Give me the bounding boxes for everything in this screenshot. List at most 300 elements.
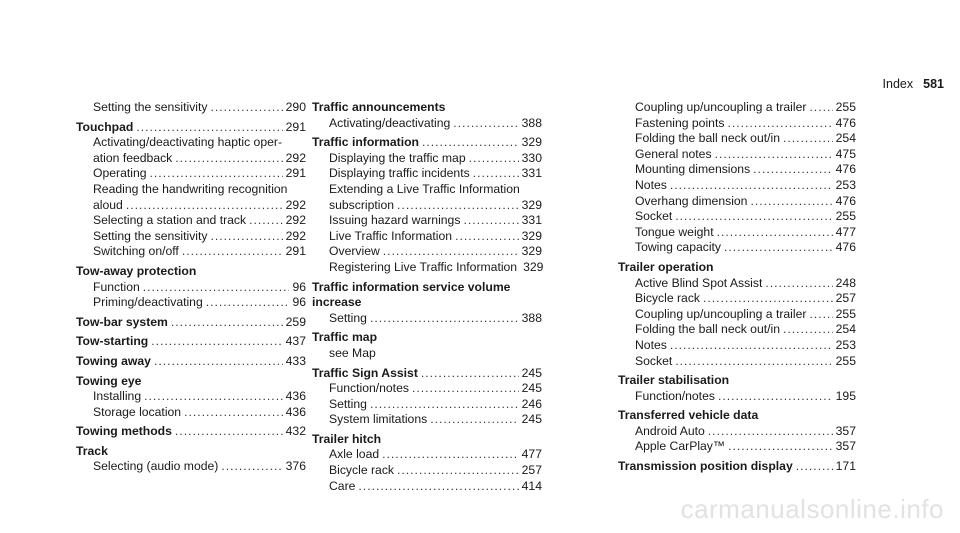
index-subentry: Active Blind Spot Assist [635,275,763,290]
index-row [76,198,306,214]
index-subentry: Live Traffic Information [329,228,453,243]
leader-dots [126,198,283,214]
page-ref: 291 [285,244,306,259]
index-row [618,439,856,455]
page-ref: 329 [523,259,544,274]
index-heading: Track [76,443,108,458]
page-ref: 357 [835,423,856,438]
index-entry [312,280,542,311]
page-ref: 246 [521,396,542,411]
index-entry [618,100,856,116]
index-subentry: Setting the sensitivity [93,228,208,243]
index-entry [312,116,542,132]
page-ref: 476 [835,115,856,130]
index-heading: Tow-away protection [76,263,197,278]
page-ref: 257 [835,291,856,306]
index-row [312,479,542,495]
leader-dots [182,244,283,260]
leader-dots [210,229,282,245]
index-entry [312,479,542,495]
leader-dots [753,162,832,178]
leader-dots [715,147,833,163]
index-subentry: Socket [635,209,673,224]
index-entry [76,444,306,460]
index-row [618,389,856,405]
index-row [312,260,542,276]
index-row [76,354,306,370]
index-row [76,244,306,260]
page-ref: 171 [835,459,856,474]
index-row [618,225,856,241]
index-subentry: Extending a Live Traffic Information [329,181,520,196]
index-subentry: Setting the sensitivity [93,100,208,114]
index-row [76,334,306,350]
index-subentry: aloud [93,197,123,212]
index-heading: Tow-bar system [76,314,168,329]
index-subentry: Mounting dimensions [635,162,751,177]
index-heading: Trailer stabilisation [618,373,730,388]
index-row [312,244,542,260]
page-ref: 330 [521,150,542,165]
index-row [312,397,542,413]
watermark: carmanualsonline.info [680,494,944,524]
leader-dots [708,424,833,440]
index-entry [76,135,306,166]
page-ref: 255 [835,209,856,224]
page-ref: 329 [521,197,542,212]
index-row [76,280,306,296]
page-ref: 257 [521,463,542,478]
index-entry [618,439,856,455]
index-subentry: Activating/deactivating haptic oper- [93,135,283,150]
page-ref: 290 [285,100,306,114]
index-heading: Traffic map [312,330,378,345]
index-entry [312,213,542,229]
index-heading: Towing methods [76,424,172,439]
index-subentry: subscription [329,197,395,212]
index-entry [618,147,856,163]
leader-dots [370,311,519,327]
index-row [76,229,306,245]
index-row [76,166,306,182]
index-entry [76,166,306,182]
leader-dots [184,405,283,421]
page-ref: 436 [285,404,306,419]
page-ref: 476 [835,193,856,208]
index-subentry: Priming/deactivating [93,295,203,310]
index-entry [618,162,856,178]
leader-dots [728,439,833,455]
leader-dots [765,276,832,292]
index-entry [618,408,856,424]
index-row [312,311,542,327]
leader-dots [809,100,832,116]
index-entry [618,459,856,475]
page-ref: 96 [292,295,306,310]
index-row [76,389,306,405]
leader-dots [469,151,519,167]
leader-dots [397,463,519,479]
index-entry [618,373,856,389]
index-heading: Transferred vehicle data [618,408,759,423]
index-column-2 [312,100,542,494]
index-row [76,405,306,421]
leader-dots [675,209,832,225]
index-subentry: Notes [635,177,667,192]
index-entry [312,432,542,448]
leader-dots [397,198,519,214]
leader-dots [430,412,518,428]
index-entry [618,240,856,256]
index-entry [76,374,306,390]
index-row [618,276,856,292]
index-entry [76,315,306,331]
index-subentry: Android Auto [635,423,705,438]
index-heading: Traffic information [312,135,419,150]
index-column-1 [76,100,306,475]
index-row [76,295,306,311]
index-entry [618,276,856,292]
index-row [312,381,542,397]
index-row [76,120,306,136]
index-row [76,424,306,440]
index-heading: Traffic Sign Assist [312,365,418,380]
index-title: Index [882,77,914,91]
page-ref: 255 [835,100,856,114]
index-subentry: General notes [635,146,712,161]
index-row [618,116,856,132]
index-entry [618,260,856,276]
index-subentry: Function [93,279,140,294]
page-ref: 292 [285,150,306,165]
leader-dots [171,315,283,331]
leader-dots [370,397,519,413]
index-row [618,178,856,194]
page-header [883,77,944,91]
page-ref: 376 [285,459,306,474]
page-ref: 437 [285,334,306,349]
index-entry [76,213,306,229]
index-entry [618,354,856,370]
index-subentry: Apple CarPlay™ [635,439,726,454]
leader-dots [151,334,282,350]
page-ref: 195 [835,388,856,403]
index-entry [618,322,856,338]
page-ref: 245 [521,365,542,380]
index-heading: Traffic announcements [312,100,446,114]
index-subentry: Activating/deactivating [329,115,451,130]
index-subentry: Function/notes [329,381,409,396]
leader-dots [412,381,519,397]
page-ref: 291 [285,166,306,181]
index-subentry: Care [329,478,356,493]
leader-dots [453,116,518,132]
leader-dots [750,194,832,210]
index-subentry: see Map [329,345,376,360]
index-subentry: Bicycle rack [329,463,395,478]
index-entry [618,389,856,405]
index-row [618,209,856,225]
index-subentry: Selecting a station and track [93,213,247,228]
index-heading: Touchpad [76,119,134,134]
leader-dots [455,229,519,245]
leader-dots [675,354,832,370]
page-ref: 253 [835,177,856,192]
index-subentry: Reading the handwriting recognition [93,181,288,196]
leader-dots [473,166,519,182]
leader-dots [221,459,282,475]
index-row [76,213,306,229]
leader-dots [210,100,282,116]
leader-dots [144,389,283,405]
page-ref: 414 [521,478,542,493]
page-ref: 329 [521,244,542,259]
index-row [618,100,856,116]
leader-dots [670,178,833,194]
page-ref: 292 [285,228,306,243]
page-ref: 432 [285,424,306,439]
page-ref: 433 [285,353,306,368]
index-entry [618,209,856,225]
leader-dots [249,213,283,229]
index-subentry: Towing capacity [635,240,722,255]
index-subentry: Selecting (audio mode) [93,459,219,474]
leader-dots [136,120,282,136]
leader-dots [358,479,518,495]
index-subentry: Registering Live Traffic Information [329,259,518,274]
page-ref: 436 [285,389,306,404]
index-entry [312,463,542,479]
index-subentry: Axle load [329,447,380,462]
index-heading: Transmission position display [618,459,793,474]
index-row [618,240,856,256]
index-entry [312,412,542,428]
index-row [618,147,856,163]
page-ref: 254 [835,131,856,146]
index-heading: Traffic information service volume [312,279,511,294]
page-ref: 357 [835,439,856,454]
index-entry [76,405,306,421]
leader-dots [422,135,519,151]
index-row [312,151,542,167]
index-row [76,315,306,331]
index-row [312,135,542,151]
leader-dots [670,338,833,354]
leader-dots [382,447,519,463]
index-entry [312,244,542,260]
index-subentry: Storage location [93,404,182,419]
index-subentry: Notes [635,337,667,352]
index-row [618,194,856,210]
index-entry [312,447,542,463]
index-column-3 [618,100,856,475]
index-entry [76,459,306,475]
index-subentry: Fastening points [635,115,725,130]
index-row [312,198,542,214]
index-entry [618,178,856,194]
index-row [312,463,542,479]
index-entry [618,338,856,354]
leader-dots [809,307,832,323]
leader-dots [727,116,832,132]
index-entry [76,244,306,260]
leader-dots [421,366,519,382]
index-entry [76,229,306,245]
index-subentry: Displaying traffic incidents [329,166,470,181]
index-entry [76,424,306,440]
leader-dots [150,166,283,182]
leader-dots [724,240,833,256]
index-row [618,131,856,147]
page-ref: 331 [521,166,542,181]
index-entry [76,120,306,136]
index-entry [76,295,306,311]
leader-dots [175,424,283,440]
index-entry [76,334,306,350]
index-row [76,100,306,116]
page-ref: 292 [285,197,306,212]
index-subentry: Installing [93,389,142,404]
leader-dots [383,244,519,260]
leader-dots [206,295,290,311]
page-ref: 388 [521,310,542,325]
index-subentry: Setting [329,310,367,325]
leader-dots [154,354,283,370]
index-subentry: Bicycle rack [635,291,701,306]
index-row [618,354,856,370]
index-entry [312,229,542,245]
index-entry [312,311,542,327]
index-subentry: Coupling up/uncoupling a trailer [635,306,807,321]
page-number: 581 [923,77,944,91]
page-ref: 245 [521,412,542,427]
page-ref: 254 [835,322,856,337]
index-row [312,116,542,132]
index-entry [312,166,542,182]
index-subentry: Coupling up/uncoupling a trailer [635,100,807,114]
index-row [312,229,542,245]
page-ref: 248 [835,275,856,290]
index-entry [76,264,306,280]
index-subentry: Socket [635,353,673,368]
index-subentry: Setting [329,396,367,411]
index-entry [312,100,542,116]
page-ref: 476 [835,162,856,177]
index-heading: Towing away [76,353,151,368]
index-row [618,459,856,475]
index-row [76,459,306,475]
index-subentry: Displaying the traffic map [329,150,466,165]
index-subentry: Function/notes [635,388,715,403]
page-ref: 259 [285,314,306,329]
page-ref: 291 [285,119,306,134]
page-ref: 255 [835,306,856,321]
index-subentry: Overview [329,244,380,259]
index-entry [76,354,306,370]
page-ref: 255 [835,353,856,368]
leader-dots [717,225,833,241]
leader-dots [175,151,282,167]
index-row [618,338,856,354]
index-entry [312,182,542,213]
index-entry [312,260,542,276]
index-heading: Trailer operation [618,259,714,274]
page-ref: 329 [521,135,542,150]
index-subentry: Overhang dimension [635,193,748,208]
index-row [618,291,856,307]
leader-dots [143,280,290,296]
page-ref: 329 [521,228,542,243]
page-ref: 253 [835,337,856,352]
page-ref: 476 [835,240,856,255]
page-ref: 477 [835,224,856,239]
index-entry [312,397,542,413]
leader-dots [783,322,833,338]
index-entry [312,135,542,151]
page-ref: 245 [521,381,542,396]
index-subentry: System limitations [329,412,428,427]
index-row [618,424,856,440]
index-entry [618,307,856,323]
index-row [76,151,306,167]
index-entry [76,280,306,296]
index-entry [618,131,856,147]
index-entry [312,346,542,362]
page-ref: 475 [835,146,856,161]
index-entry [312,381,542,397]
index-subentry: Folding the ball neck out/in [635,131,780,146]
index-row [618,322,856,338]
index-entry [618,194,856,210]
index-subentry: Issuing hazard warnings [329,213,461,228]
index-row [618,162,856,178]
index-row [312,166,542,182]
leader-dots [703,291,833,307]
leader-dots [783,131,833,147]
index-heading: increase [312,295,362,310]
index-subentry: ation feedback [93,150,173,165]
index-entry [312,366,542,382]
index-heading: Tow-starting [76,334,149,349]
index-entry [76,182,306,213]
index-row [312,213,542,229]
index-heading: Towing eye [76,373,142,388]
index-subentry: Tongue weight [635,224,714,239]
index-entry [618,225,856,241]
index-entry [618,291,856,307]
leader-dots [796,459,833,475]
leader-dots [463,213,518,229]
index-entry [312,330,542,346]
page-ref: 292 [285,213,306,228]
index-row [618,307,856,323]
index-row [312,412,542,428]
index-subentry: Switching on/off [93,244,179,259]
index-subentry: Folding the ball neck out/in [635,322,780,337]
index-subentry: Operating [93,166,147,181]
index-row [312,447,542,463]
page-ref: 388 [521,115,542,130]
index-entry [76,389,306,405]
page-ref: 331 [521,213,542,228]
leader-dots [718,389,833,405]
index-entry [312,151,542,167]
index-heading: Trailer hitch [312,431,382,446]
index-row [312,366,542,382]
page-ref: 477 [521,447,542,462]
index-entry [618,424,856,440]
index-entry [76,100,306,116]
